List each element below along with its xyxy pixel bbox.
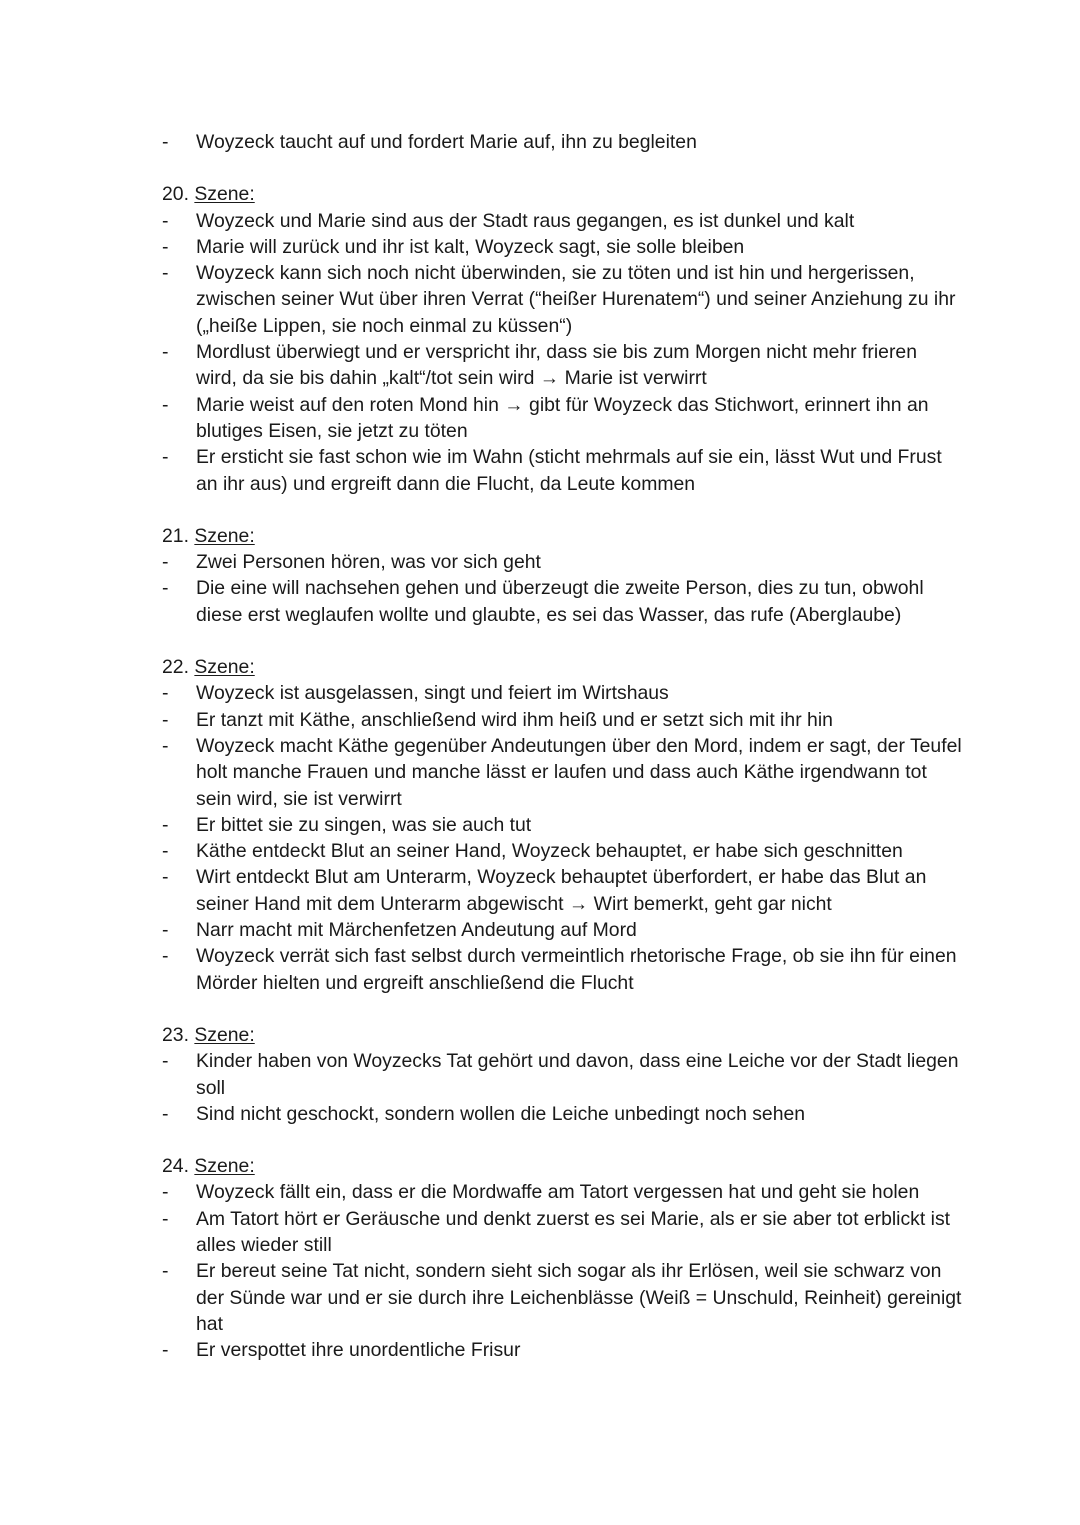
bullet-dash: - [162,708,169,731]
intro-list [162,129,962,155]
bullet-dash: - [162,341,169,364]
list-item [162,943,962,996]
list-item-text: Am Tatort hört er Geräusche und denkt zuerst es sei Marie, als er sie aber tot erblickt ist alles wieder still [196,1207,951,1256]
bullet-dash: - [162,1260,169,1283]
scene-label: Szene: [194,524,255,547]
list-item [162,260,962,339]
list-item [162,234,962,260]
scene-label: Szene: [194,1155,255,1178]
list-item-text: Mordlust überwiegt und er verspricht ihr, dass sie bis zum Morgen nicht mehr frieren wird, da sie bis dahin „kalt“/tot sein wird → Marie ist verwirrt [196,341,917,390]
bullet-dash: - [162,1339,169,1362]
scene-section [162,181,962,497]
list-item [162,864,962,917]
list-item-text: Marie weist auf den roten Mond hin → gibt für Woyzeck das Stichwort, erinnert ihn an blutiges Eisen, sie jetzt zu töten [196,393,929,442]
list-item-text: Er bereut seine Tat nicht, sondern sieht sich sogar als ihr Erlösen, weil sie schwarz von der Sünde war und er sie durch ihre Leichenblässe (Weiß = Unschuld, Reinheit) gereinigt hat [196,1260,962,1335]
list-item-text: Sind nicht geschockt, sondern wollen die Leiche unbedingt noch sehen [196,1102,806,1125]
scene-number: 22. [162,656,189,679]
scenes-container [162,181,962,1363]
bullet-dash: - [162,866,169,889]
bullet-dash: - [162,235,169,258]
scene-section [162,1022,962,1127]
bullet-dash: - [162,577,169,600]
list-item [162,680,962,706]
scene-label: Szene: [194,1023,255,1046]
scene-heading [162,523,962,549]
bullet-dash: - [162,1102,169,1125]
scene-number: 24. [162,1155,189,1178]
bullet-dash: - [162,209,169,232]
list-item [162,1206,962,1259]
list-item-text: Marie will zurück und ihr ist kalt, Woyzeck sagt, sie solle bleiben [196,235,745,258]
list-item-text: Kinder haben von Woyzecks Tat gehört und davon, dass eine Leiche vor der Stadt liegen soll [196,1050,959,1099]
scene-section [162,1153,962,1363]
list-item-text: Woyzeck und Marie sind aus der Stadt raus gegangen, es ist dunkel und kalt [196,209,855,232]
bullet-dash: - [162,1207,169,1230]
bullet-dash: - [162,945,169,968]
list-item [162,208,962,234]
scene-number: 23. [162,1023,189,1046]
list-item [162,1337,962,1363]
list-item [162,444,962,497]
list-item-text: Zwei Personen hören, was vor sich geht [196,551,541,574]
scene-heading [162,1153,962,1179]
bullet-dash: - [162,393,169,416]
scene-heading [162,654,962,680]
list-item-text: Wirt entdeckt Blut am Unterarm, Woyzeck behauptet überfordert, er habe das Blut an seiner Hand mit dem Unterarm abgewischt → Wirt bemerkt, geht gar nicht [196,866,927,915]
scene-section [162,654,962,996]
list-item [162,129,962,155]
bullet-dash: - [162,262,169,285]
scene-number: 20. [162,183,189,206]
list-item [162,707,962,733]
document-content [162,129,962,1363]
scene-label: Szene: [194,183,255,206]
bullet-dash: - [162,1181,169,1204]
bullet-dash: - [162,131,169,153]
bullet-dash: - [162,840,169,863]
list-item [162,812,962,838]
bullet-dash: - [162,446,169,469]
list-item [162,392,962,445]
list-item [162,1048,962,1101]
list-item-text: Er verspottet ihre unordentliche Frisur [196,1339,521,1362]
bullet-dash: - [162,1050,169,1073]
list-item-text: Narr macht mit Märchenfetzen Andeutung auf Mord [196,919,637,942]
list-item [162,1101,962,1127]
list-item [162,733,962,812]
list-item [162,549,962,575]
list-item-text: Woyzeck ist ausgelassen, singt und feiert im Wirtshaus [196,682,669,705]
list-item [162,1179,962,1205]
list-item-text: Woyzeck fällt ein, dass er die Mordwaffe am Tatort vergessen hat und geht sie holen [196,1181,920,1204]
list-item-text: Woyzeck taucht auf und fordert Marie auf, ihn zu begleiten [196,131,697,153]
bullet-dash: - [162,682,169,705]
list-item-text: Er ersticht sie fast schon wie im Wahn (sticht mehrmals auf sie ein, lässt Wut und Frust an ihr aus) und ergreift dann die Flucht, da Leute kommen [196,446,942,495]
list-item-text: Woyzeck macht Käthe gegenüber Andeutungen über den Mord, indem er sagt, der Teufel holt manche Frauen und manche lässt er laufen und dass auch Käthe irgendwann tot sein wird, sie ist verwirrt [196,734,962,810]
list-item [162,339,962,392]
list-item-text: Die eine will nachsehen gehen und überzeugt die zweite Person, dies zu tun, obwohl diese erst weglaufen wollte und glaubte, es sei das Wasser, das rufe (Aberglaube) [196,577,924,626]
list-item-text: Woyzeck kann sich noch nicht überwinden, sie zu töten und ist hin und hergerissen, zwischen seiner Wut über ihren Verrat (“heißer Hurenatem“) und seiner Anziehung zu ihr („heiße Lippen, sie noch einmal zu küssen“) [196,262,956,337]
list-item [162,1258,962,1337]
bullet-dash: - [162,551,169,574]
scene-number: 21. [162,524,189,547]
scene-section [162,523,962,628]
list-item [162,838,962,864]
bullet-dash: - [162,813,169,836]
scene-label: Szene: [194,656,255,679]
list-item-text: Käthe entdeckt Blut an seiner Hand, Woyzeck behauptet, er habe sich geschnitten [196,840,903,863]
list-item [162,917,962,943]
scene-heading [162,1022,962,1048]
list-item-text: Er bittet sie zu singen, was sie auch tut [196,813,532,836]
list-item [162,575,962,628]
list-item-text: Woyzeck verrät sich fast selbst durch vermeintlich rhetorische Frage, ob sie ihn für einen Mörder hielten und ergreift anschließend die Flucht [196,945,957,994]
scene-heading [162,181,962,207]
bullet-dash: - [162,919,169,942]
bullet-dash: - [162,734,169,757]
list-item-text: Er tanzt mit Käthe, anschließend wird ihm heiß und er setzt sich mit ihr hin [196,708,833,731]
